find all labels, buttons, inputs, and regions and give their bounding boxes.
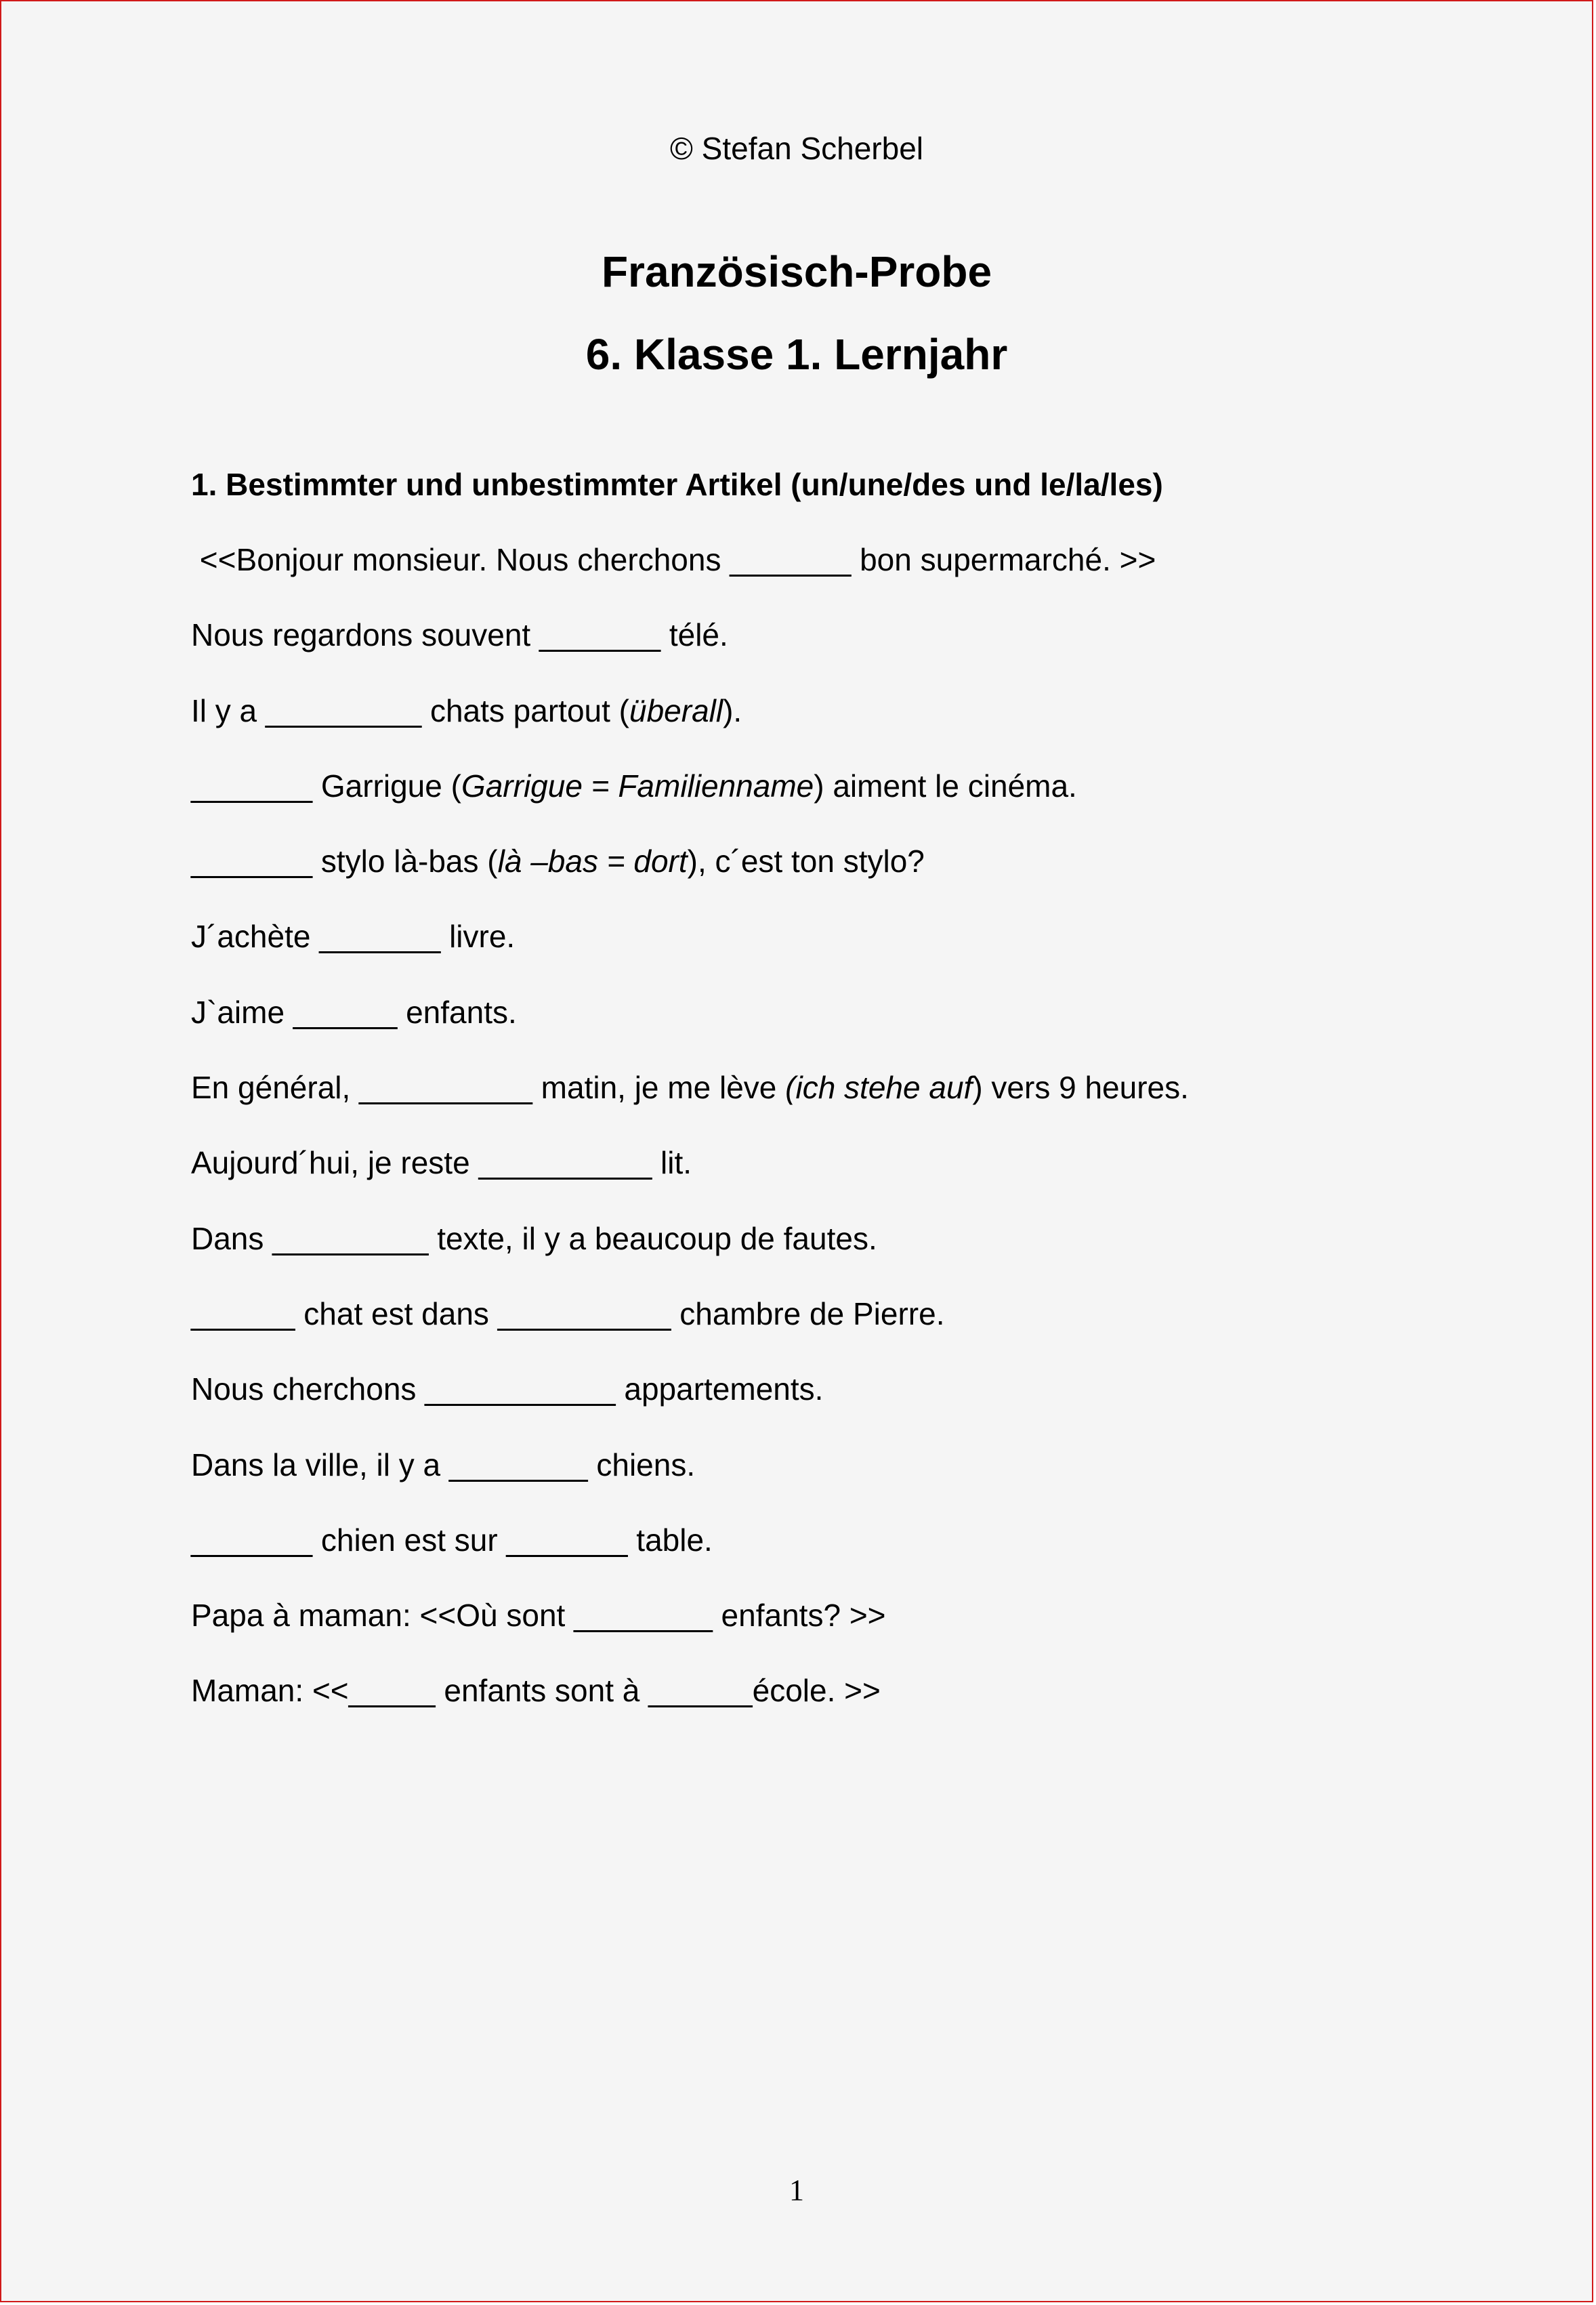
section-heading: 1. Bestimmter und unbestimmter Artikel (un/une/des und le/la/les) [191, 467, 1163, 502]
exercise-line: Maman: <<_____ enfants sont à ______école. >> [191, 1673, 881, 1709]
exercise-line: J´achète _______ livre. [191, 919, 516, 955]
exercise-line: _______ chien est sur _______ table. [191, 1522, 713, 1558]
exercise-line: _______ Garrigue (Garrigue = Familienname) aiment le cinéma. [191, 768, 1077, 804]
exercise-line: Il y a _________ chats partout (überall). [191, 692, 742, 728]
exercise-list [191, 541, 1524, 1747]
exercise-line: Dans _________ texte, il y a beaucoup de fautes. [191, 1220, 877, 1256]
exercise-line: J`aime ______ enfants. [191, 994, 517, 1030]
exercise-line: Aujourd´hui, je reste __________ lit. [191, 1145, 692, 1181]
page-title: Französisch-Probe [601, 247, 992, 296]
exercise-line: En général, __________ matin, je me lève (ich stehe auf) vers 9 heures. [191, 1070, 1189, 1106]
exercise-line: Dans la ville, il y a ________ chiens. [191, 1447, 696, 1482]
copyright-notice: © Stefan Scherbel [670, 131, 923, 166]
page-number: 1 [789, 2174, 804, 2207]
exercise-line: ______ chat est dans __________ chambre de Pierre. [191, 1295, 945, 1331]
exercise-line: Nous cherchons ___________ appartements. [191, 1371, 824, 1407]
page-subtitle: 6. Klasse 1. Lernjahr [585, 330, 1008, 379]
exercise-line: Papa à maman: <<Où sont ________ enfants? >> [191, 1598, 886, 1634]
exercise-line: Nous regardons souvent _______ télé. [191, 617, 728, 653]
exercise-line: <<Bonjour monsieur. Nous cherchons _______ bon supermarché. >> [191, 542, 1156, 577]
exercise-line: _______ stylo là-bas (là –bas = dort), c´est ton stylo? [191, 844, 925, 879]
